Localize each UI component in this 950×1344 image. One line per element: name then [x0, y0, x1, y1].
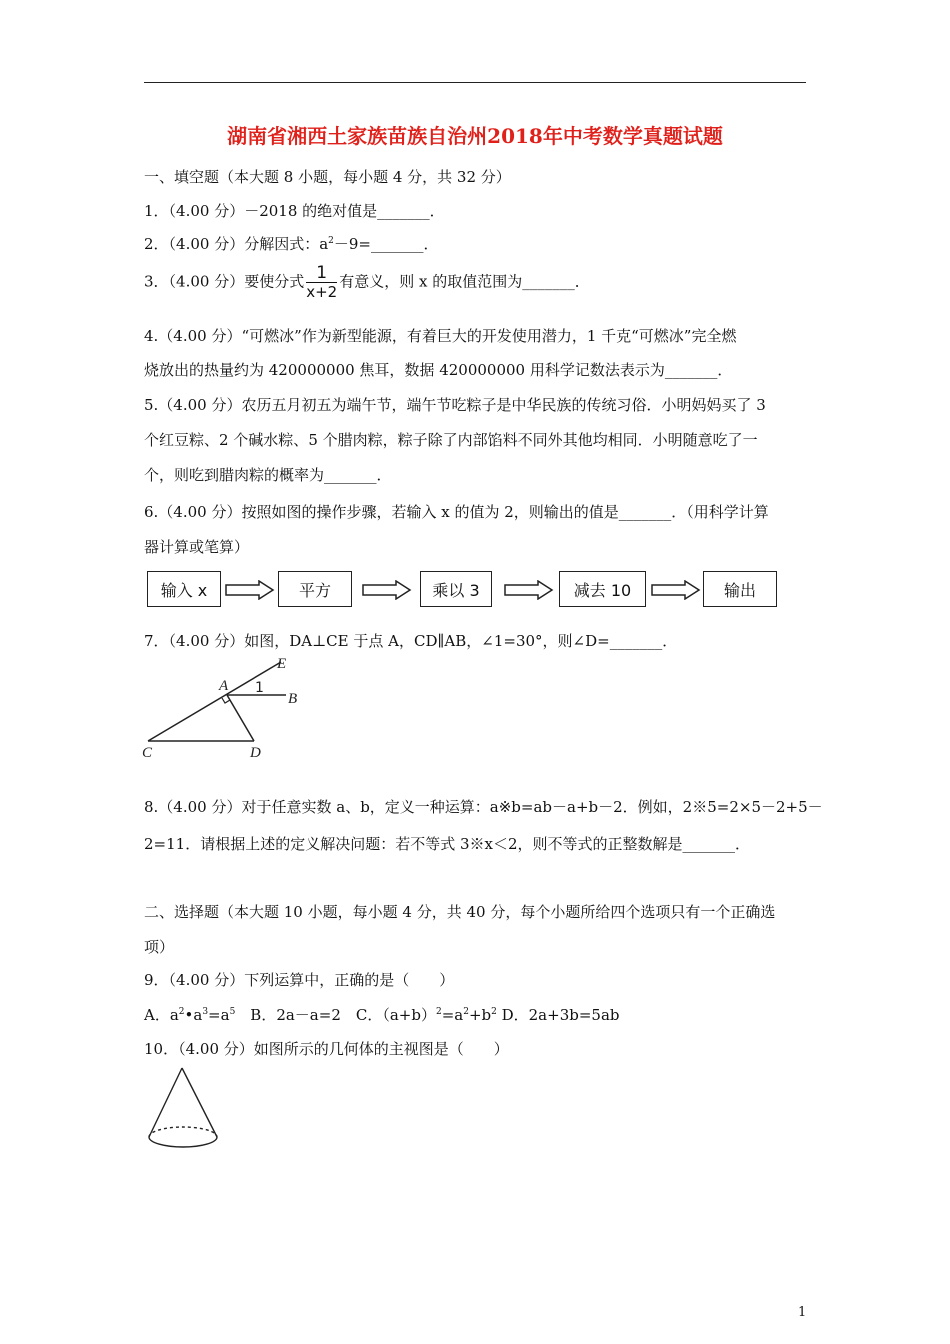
- fraction: $\frac{1}{x+2}$: [306, 263, 338, 301]
- arrow-icon: [362, 580, 412, 600]
- cone-figure: [144, 1064, 224, 1156]
- question-4-line1: 4.（4.00 分）“可燃冰”作为新型能源，有着巨大的开发使用潜力，1 千克“可燃冰”完全燃: [144, 327, 737, 345]
- question-9: 9．（4.00 分）下列运算中，正确的是（ ）: [144, 971, 455, 989]
- question-9-options: A．$a^2•a^3=a^5$ B．2a－a=2 C．$(a+b)^2=a^2+b^2$ D．2a+3b=5ab: [144, 1006, 620, 1024]
- cone-base-front: [149, 1137, 217, 1147]
- section1-heading: 一、填空题（本大题 8 小题，每小题 4 分，共 32 分）: [144, 168, 511, 186]
- label-d: D: [250, 745, 261, 761]
- cone-side-right: [182, 1068, 217, 1137]
- page-title: 湖南省湘西土家族苗族自治州2018年中考数学真题试题: [227, 124, 723, 148]
- arrow-icon: [651, 580, 701, 600]
- question-8-line1: 8.（4.00 分）对于任意实数 a、b，定义一种运算：a※b=ab－a+b－2．例如，2※5=2×5－2+5－: [144, 798, 823, 816]
- question-6-line1: 6.（4.00 分）按照如图的操作步骤，若输入 x 的值为 2，则输出的值是_______．（用科学计算: [144, 503, 769, 521]
- page-number: 1: [798, 1305, 807, 1320]
- line-ad: [227, 695, 254, 741]
- section2-heading-line2: 项）: [144, 938, 175, 956]
- cone-base-back: [149, 1127, 217, 1137]
- question-5-line3: 个，则吃到腊肉粽的概率为_______．: [144, 466, 392, 484]
- flow-step-input: 输入 x: [147, 571, 221, 607]
- flow-step-output: 输出: [703, 571, 777, 607]
- label-b: B: [288, 691, 298, 707]
- question-7: 7．（4.00 分）如图，DA⊥CE 于点 A，CD∥AB，∠1=30°，则∠D=_______．: [144, 632, 678, 650]
- question-3: 3．（4.00 分）要使分式 $\frac{1}{x+2}$ 有意义，则 x 的取值范围为_______．: [144, 263, 590, 301]
- flow-step-subtract: 减去 10: [559, 571, 646, 607]
- question-1: 1．（4.00 分）－2018 的绝对值是_______．: [144, 202, 445, 220]
- question-5-line2: 个红豆粽、2 个碱水粽、5 个腊肉粽，粽子除了内部馅料不同外其他均相同．小明随意吃了一: [144, 431, 758, 449]
- label-angle-1: 1: [255, 680, 264, 696]
- question-5-line1: 5.（4.00 分）农历五月初五为端午节，端午节吃粽子是中华民族的传统习俗．小明妈妈买了 3: [144, 396, 766, 414]
- question-6-line2: 器计算或笔算）: [144, 538, 250, 556]
- header-rule: [144, 82, 806, 83]
- label-c: C: [142, 745, 153, 761]
- question-10: 10．（4.00 分）如图所示的几何体的主视图是（ ）: [144, 1040, 509, 1058]
- label-e: E: [277, 656, 287, 672]
- section2-heading-line1: 二、选择题（本大题 10 小题，每小题 4 分，共 40 分，每个小题所给四个选项只有一个正确选: [144, 903, 776, 921]
- question-8-line2: 2=11．请根据上述的定义解决问题：若不等式 3※x＜2，则不等式的正整数解是_______．: [144, 835, 751, 853]
- label-a: A: [219, 678, 229, 694]
- line-ce: [148, 662, 281, 741]
- arrow-icon: [504, 580, 554, 600]
- arrow-icon: [225, 580, 275, 600]
- geometry-figure-q7: [138, 652, 313, 764]
- question-4-line2: 烧放出的热量约为 420000000 焦耳，数据 420000000 用科学记数法表示为_______．: [144, 361, 733, 379]
- flow-step-multiply: 乘以 3: [420, 571, 492, 607]
- question-2: 2．（4.00 分）分解因式：$a^2-9=\_\_\_\_\_\_\_$．: [144, 235, 439, 253]
- flow-step-square: 平方: [278, 571, 352, 607]
